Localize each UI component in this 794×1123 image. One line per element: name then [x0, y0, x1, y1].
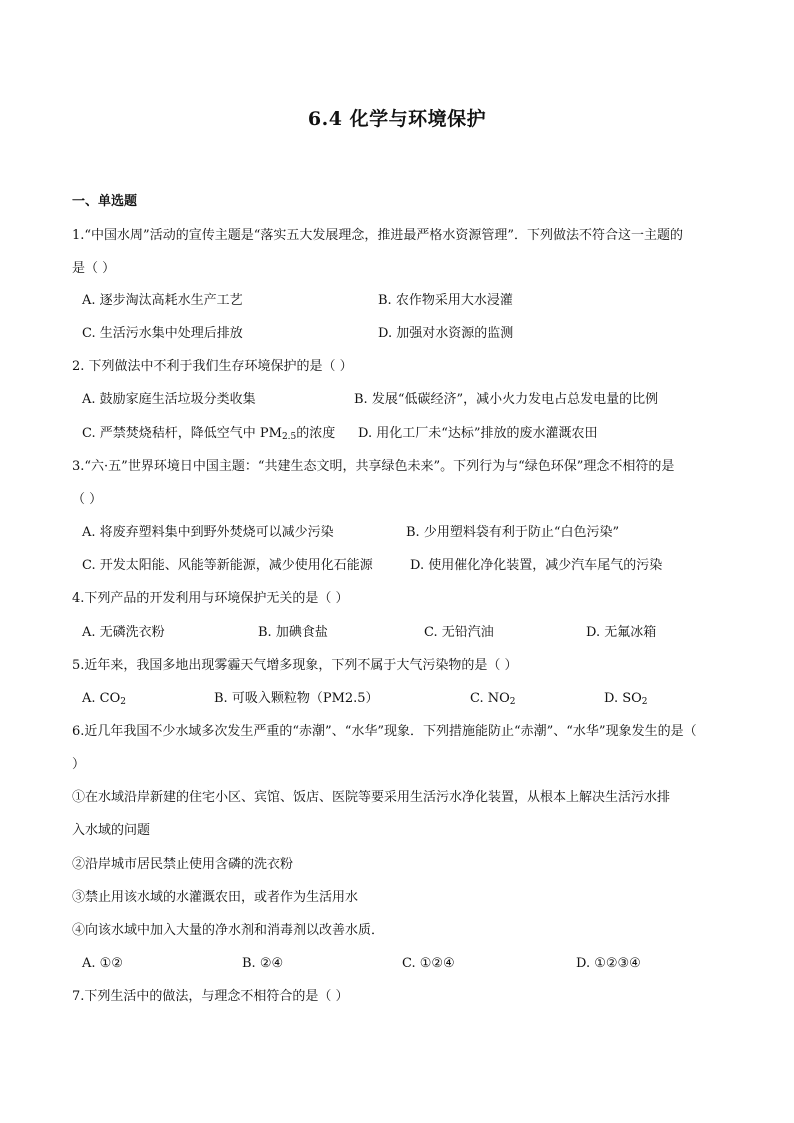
q6-item3: ③禁止用该水域的水灌溉农田，或者作为生活用水 [72, 890, 359, 905]
q1-option-b[interactable]: B. 农作物采用大水浸灌 [378, 293, 513, 308]
q5-option-d[interactable]: D. $SO_2$ [604, 691, 648, 707]
q6-item4: ④向该水域中加入大量的净水剂和消毒剂以改善水质． [72, 923, 385, 938]
q2-option-b[interactable]: B. 发展“低碳经济”，减小火力发电占总发电量的比例 [354, 392, 659, 407]
q1-option-c[interactable]: C. 生活污水集中处理后排放 [82, 326, 243, 341]
q3-option-b[interactable]: B. 少用塑料袋有利于防止“白色污染” [406, 525, 620, 540]
q6-option-a[interactable]: A. ①② [82, 956, 123, 971]
q4-option-a[interactable]: A. 无磷洗衣粉 [82, 625, 165, 640]
q6-option-c[interactable]: C. ①②④ [402, 956, 455, 971]
q6-option-b[interactable]: B. ②④ [242, 956, 284, 971]
q1-stem-line1: 1.“中国水周”活动的宣传主题是“落实五大发展理念，推进最严格水资源管理”．下列做法不符合这一主题的 [72, 228, 683, 243]
q3-stem-line2: （ ） [72, 492, 103, 507]
q3-option-c[interactable]: C. 开发太阳能、风能等新能源，减少使用化石能源 [82, 558, 373, 573]
q5-option-a[interactable]: A. $CO_2$ [82, 691, 126, 707]
q3-option-a[interactable]: A. 将废弃塑料集中到野外焚烧可以减少污染 [82, 525, 334, 540]
q5-option-c[interactable]: C. $NO_2$ [470, 691, 516, 707]
q2-stem: 2. 下列做法中不利于我们生存环境保护的是（ ） [72, 359, 353, 374]
q6-option-d[interactable]: D. ①②③④ [576, 956, 641, 971]
q4-option-b[interactable]: B. 加碘食盐 [258, 625, 328, 640]
q2-option-a[interactable]: A. 鼓励家庭生活垃圾分类收集 [82, 392, 256, 407]
q2-option-d[interactable]: D. 用化工厂未“达标”排放的废水灌溉农田 [358, 426, 598, 441]
q4-option-c[interactable]: C. 无铅汽油 [424, 625, 494, 640]
q1-stem-line2: 是（ ） [72, 261, 116, 276]
q6-item1-line2: 入水域的问题 [72, 823, 151, 838]
q6-item2: ②沿岸城市居民禁止使用含磷的洗衣粉 [72, 857, 294, 872]
q6-item1-line1: ①在水域沿岸新建的住宅小区、宾馆、饭店、医院等要采用生活污水净化装置，从根本上解决生活污水排 [72, 790, 671, 805]
q5-stem: 5.近年来，我国多地出现雾霾天气增多现象，下列不属于大气污染物的是（ ） [72, 658, 518, 673]
q4-stem: 4.下列产品的开发利用与环境保护无关的是（ ） [72, 591, 349, 606]
q7-stem: 7.下列生活中的做法，与理念不相符合的是（ ） [72, 989, 349, 1004]
q1-option-a[interactable]: A. 逐步淘汰高耗水生产工艺 [82, 293, 243, 308]
q3-stem-line1: 3.“六·五”世界环境日中国主题：“共建生态文明，共享绿色未来”。下列行为与“绿色环保”理念不相符的是 [72, 459, 675, 474]
q5-option-b[interactable]: B. 可吸入颗粒物（PM2.5） [214, 691, 379, 706]
page-title: 6.4 化学与环境保护 [307, 108, 487, 130]
section-heading: 一、单选题 [72, 194, 138, 209]
q4-option-d[interactable]: D. 无氟冰箱 [586, 625, 657, 640]
q1-option-d[interactable]: D. 加强对水资源的监测 [378, 326, 514, 341]
q2-option-c[interactable]: C. 严禁焚烧秸杆，降低空气中 $PM_{2.5}$的浓度 [82, 426, 336, 442]
q3-option-d[interactable]: D. 使用催化净化装置，减少汽车尾气的污染 [410, 558, 663, 573]
q6-stem-line1: 6.近几年我国不少水域多次发生严重的“赤潮”、“水华”现象．下列措施能防止“赤潮”、“水华”现象发生的是（ [72, 724, 697, 739]
q6-stem-line2: ） [72, 757, 86, 772]
